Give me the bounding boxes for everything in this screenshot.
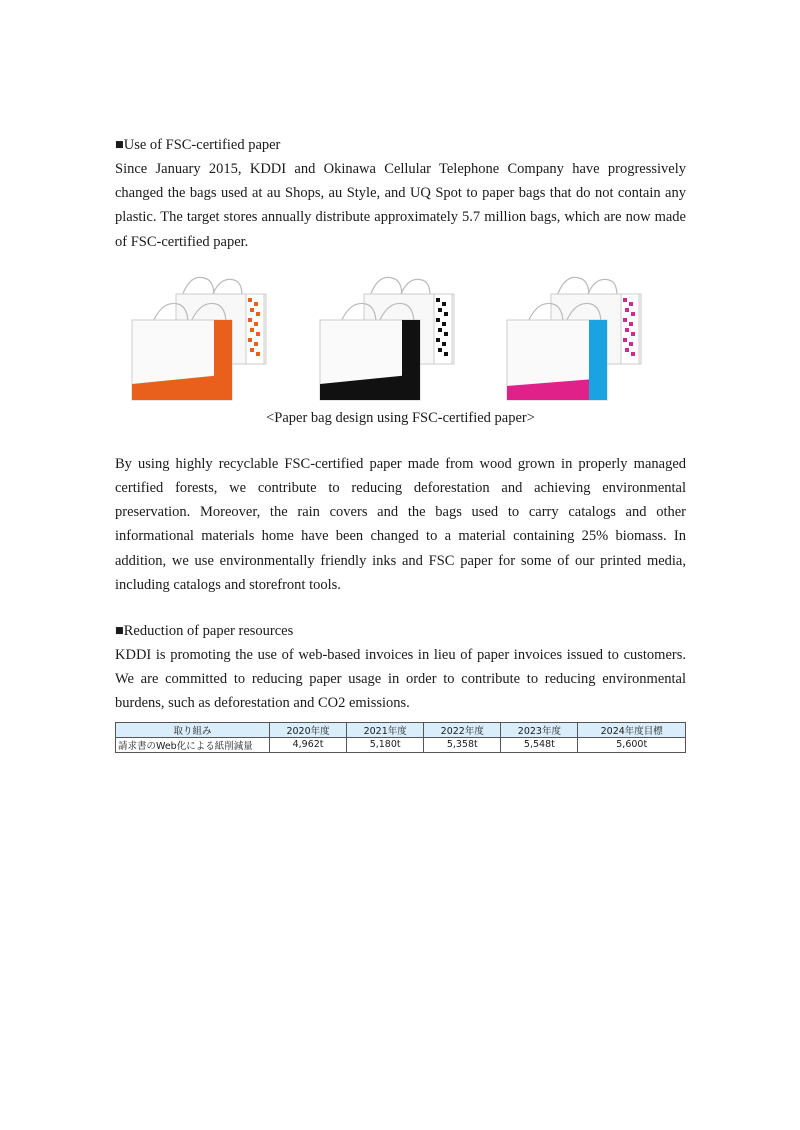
paragraph-fsc-intro: Since January 2015, KDDI and Okinawa Cellular Telephone Company have progressively changed the bags used at au Shops, au Style, and UQ Spot to paper bags that do not contain any plastic. The target stores annually distribute approximately 5.7 million bags, which are now made of FSC-certified paper. xyxy=(115,161,686,250)
table-header-cell: 2021年度 xyxy=(347,722,424,737)
paragraph-fsc-benefits: By using highly recyclable FSC-certified paper made from wood grown in properly managed certified forests, we contribute to reducing deforestation and achieving environmental preservation. Moreover, the rain covers and the bags used to carry catalogs and other informational materials home have been changed to a material containing 25% biomass. In addition, we use environmentally friendly inks and FSC paper for some of our printed media, including catalogs and storefront tools. xyxy=(115,455,686,593)
table-header-cell: 2020年度 xyxy=(270,722,347,737)
table-cell: 5,180t xyxy=(347,737,424,752)
section-heading-fsc: ■Use of FSC-certified paper xyxy=(115,137,281,153)
table-header-cell: 2023年度 xyxy=(501,722,578,737)
paper-bag-image-magenta xyxy=(505,274,665,404)
table-row xyxy=(116,737,686,752)
paper-bag-image-orange xyxy=(130,274,290,404)
table-header-cell: 取り組み xyxy=(116,722,270,737)
table-cell: 5,548t xyxy=(501,737,578,752)
table-cell: 5,600t xyxy=(578,737,686,752)
paper-bag-image-black xyxy=(318,274,478,404)
document-page xyxy=(115,133,686,753)
table-cell: 請求書のWeb化による紙削減量 xyxy=(116,737,270,752)
paper-bag-figure xyxy=(115,274,686,404)
table-cell: 4,962t xyxy=(270,737,347,752)
table-header-row xyxy=(116,722,686,737)
section-heading-paper-reduction: ■Reduction of paper resources xyxy=(115,623,294,640)
paper-reduction-table xyxy=(115,722,686,753)
table-header-cell: 2024年度目標 xyxy=(578,722,686,737)
table-cell: 5,358t xyxy=(424,737,501,752)
table-header-cell: 2022年度 xyxy=(424,722,501,737)
paragraph-paper-reduction: KDDI is promoting the use of web-based invoices in lieu of paper invoices issued to customers. We are committed to reducing paper usage in order to contribute to reducing environmental burdens, such as deforestation and CO2 emissions. xyxy=(115,647,686,712)
figure-caption: <Paper bag design using FSC-certified paper> xyxy=(266,409,535,426)
